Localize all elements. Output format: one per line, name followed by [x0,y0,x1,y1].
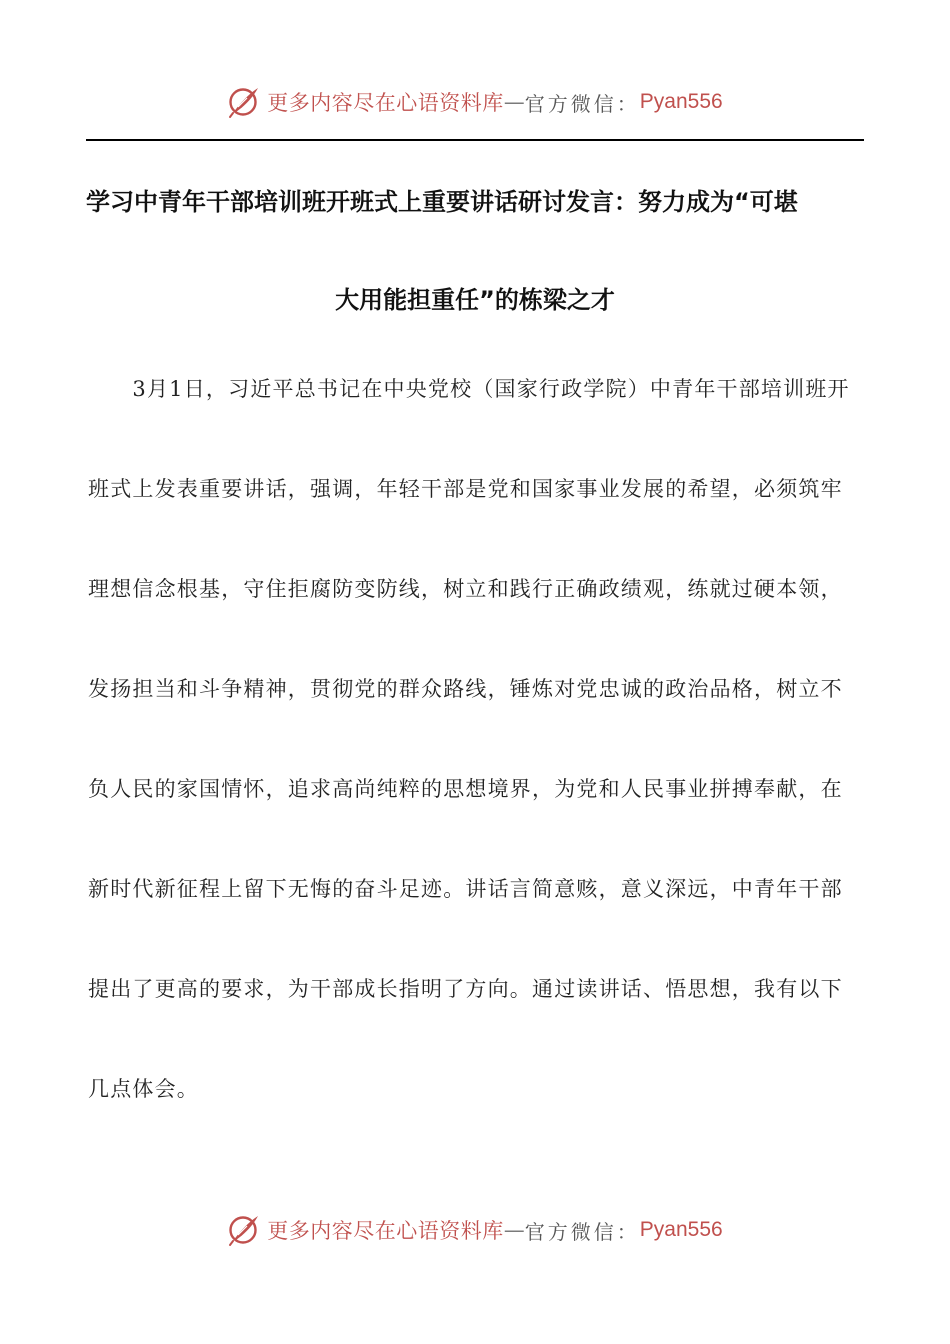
document-title-line-2: 大用能担重任”的栋梁之才 [335,286,615,314]
body-line: 几点体会。 [88,1077,199,1101]
quill-pen-logo-icon [227,1213,261,1247]
document-title-line-1: 学习中青年干部培训班开班式上重要讲话研讨发言：努力成为“可堪 [86,188,798,216]
banner-wechat-id: Pyan556 [639,90,723,113]
header-banner [0,80,950,124]
footer-separator: — [503,1218,525,1242]
body-line: 负人民的家国情怀，追求高尚纯粹的思想境界，为党和人民事业拼搏奉献，在 [88,777,843,801]
banner-official-label: 官方微信： [524,91,640,116]
body-line: 提出了更高的要求，为干部成长指明了方向。通过读讲话、悟思想，我有以下 [88,977,843,1001]
body-line: 发扬担当和斗争精神，贯彻党的群众路线，锤炼对党忠诚的政治品格，树立不 [88,677,843,701]
quill-pen-logo-icon [227,85,261,119]
header-divider [86,139,864,141]
body-line: 理想信念根基，守住拒腐防变防线，树立和践行正确政绩观，练就过硬本领， [88,577,843,601]
footer-brand-text: 更多内容尽在心语资料库 [267,1219,504,1243]
banner-separator: — [503,90,525,114]
banner-brand-text: 更多内容尽在心语资料库 [267,91,504,115]
body-line: 3月1日，习近平总书记在中央党校（国家行政学院）中青年干部培训班开 [88,377,850,401]
body-line: 班式上发表重要讲话，强调，年轻干部是党和国家事业发展的希望，必须筑牢 [88,477,843,501]
footer-official-label: 官方微信： [524,1219,640,1244]
footer-wechat-id: Pyan556 [639,1218,723,1241]
footer-banner [0,1208,950,1252]
body-line: 新时代新征程上留下无悔的奋斗足迹。讲话言简意赅，意义深远，中青年干部 [88,877,843,901]
